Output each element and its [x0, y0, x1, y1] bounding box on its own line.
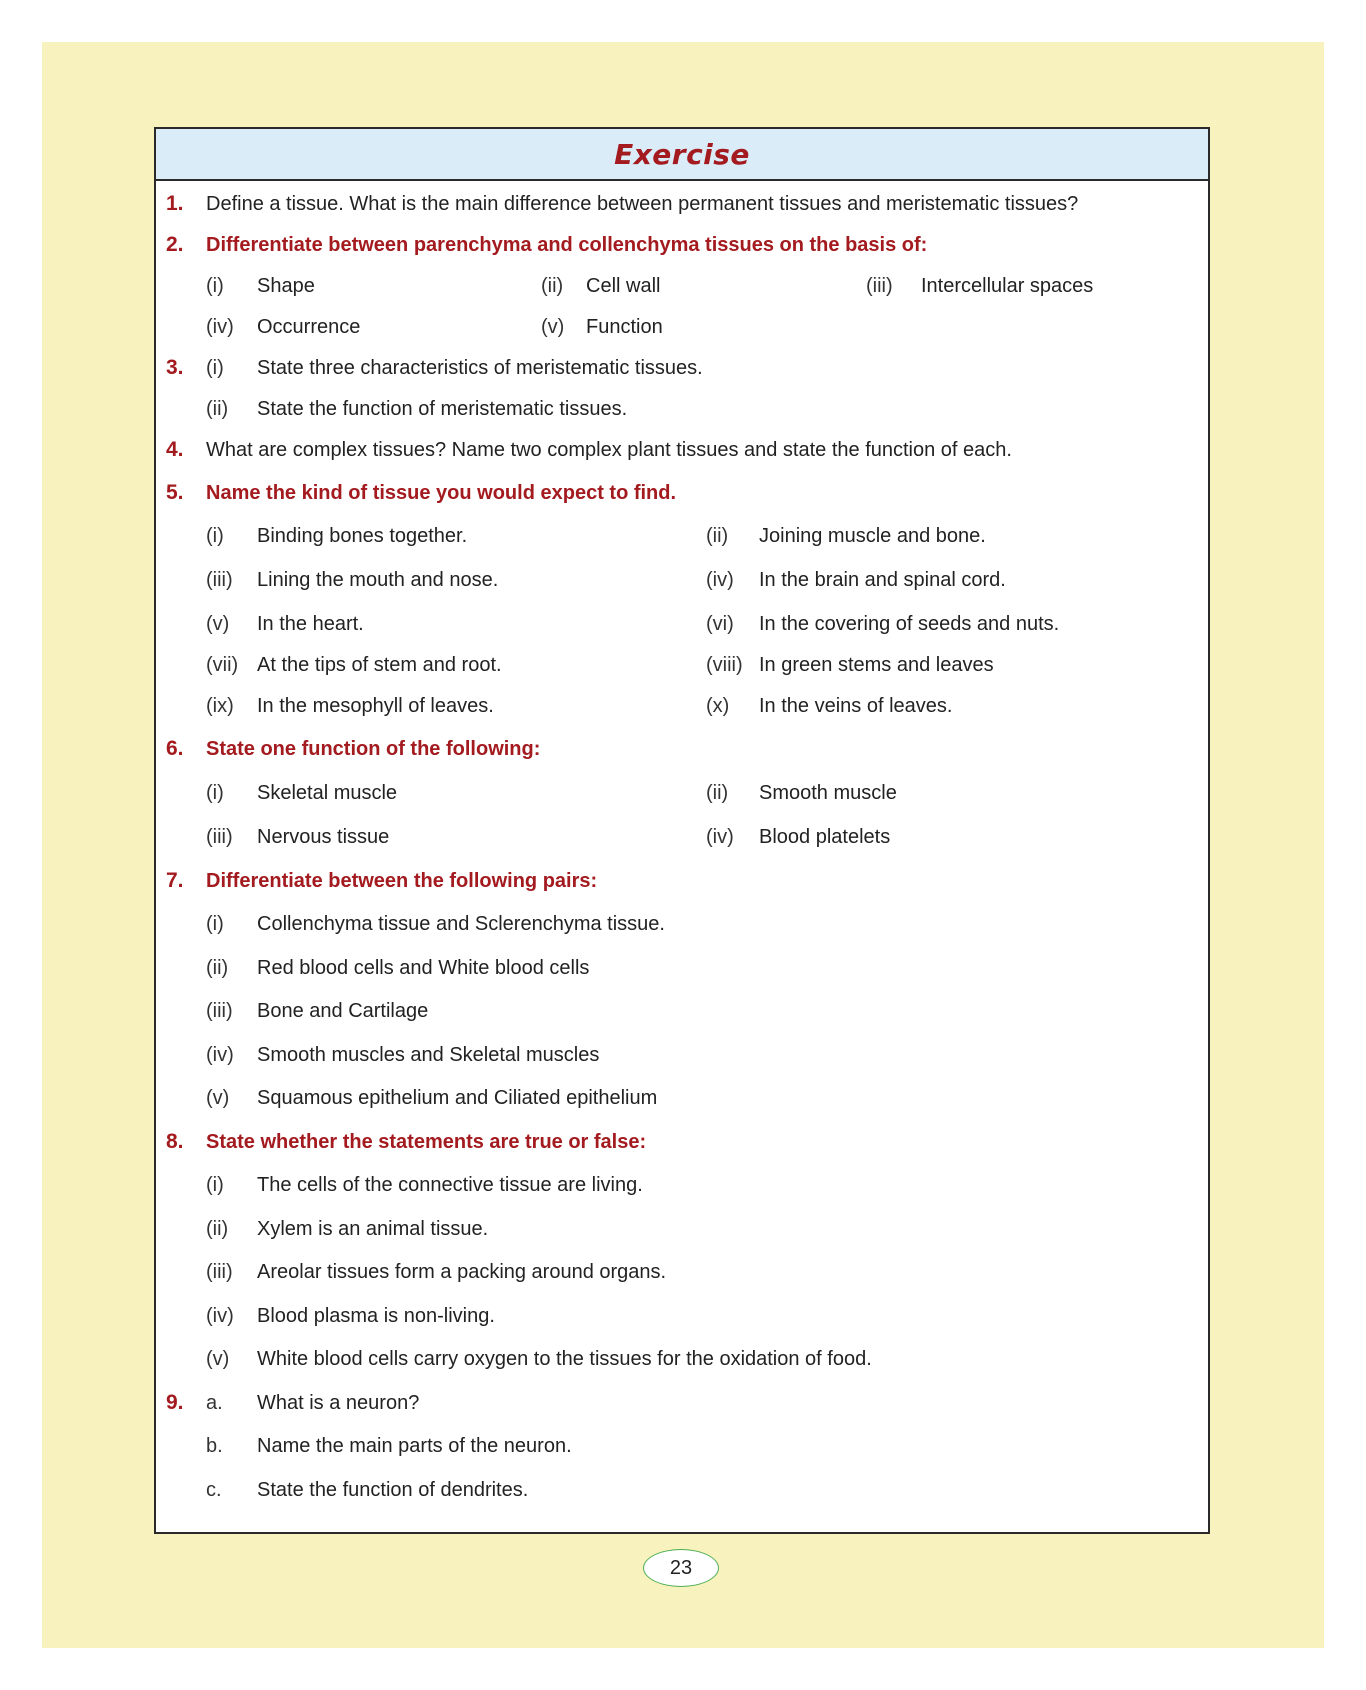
item-label: (v)	[206, 613, 230, 635]
question-text: What are complex tissues? Name two complex plant tissues and state the function of each.	[206, 439, 1012, 461]
item-text: Lining the mouth and nose.	[257, 569, 499, 591]
question-number: 6.	[166, 737, 184, 760]
item-label: (ix)	[206, 695, 234, 717]
list-row	[156, 271, 1208, 301]
item-text: Intercellular spaces	[921, 275, 1094, 297]
question-text: State whether the statements are true or false:	[206, 1131, 647, 1153]
item-text: In the brain and spinal cord.	[759, 569, 1006, 591]
question-7	[156, 866, 1208, 896]
item-text: Occurrence	[257, 316, 361, 338]
item-label: (iii)	[206, 1261, 233, 1283]
item-label: (v)	[206, 1087, 230, 1109]
question-number: 9.	[166, 1391, 184, 1414]
item-label: (i)	[206, 357, 224, 379]
item-text: Skeletal muscle	[257, 782, 398, 804]
item-label: (ii)	[706, 782, 729, 804]
item-label: (ii)	[206, 1218, 229, 1240]
item-text: Blood platelets	[759, 826, 891, 848]
list-row	[156, 822, 1208, 852]
item-label: (iv)	[206, 1305, 234, 1327]
item-label: (iii)	[206, 569, 233, 591]
list-row	[156, 1475, 1208, 1505]
exercise-title: Exercise	[614, 137, 750, 171]
item-label: (ii)	[206, 398, 229, 420]
question-5	[156, 478, 1208, 508]
question-text: State one function of the following:	[206, 738, 541, 760]
question-text: Differentiate between parenchyma and collenchyma tissues on the basis of:	[206, 234, 928, 256]
list-row	[156, 394, 1208, 424]
question-text: Name the kind of tissue you would expect to find.	[206, 482, 677, 504]
question-9	[156, 1388, 1208, 1418]
item-text: In green stems and leaves	[759, 654, 994, 676]
item-label: (x)	[706, 695, 730, 717]
item-label: (i)	[206, 275, 224, 297]
item-text: What is a neuron?	[257, 1392, 420, 1414]
question-number: 4.	[166, 438, 184, 461]
item-label: a.	[206, 1392, 223, 1414]
list-row	[156, 1431, 1208, 1461]
list-row	[156, 609, 1208, 639]
question-number: 3.	[166, 356, 184, 379]
item-label: (vi)	[706, 613, 734, 635]
list-row	[156, 1040, 1208, 1070]
item-label: (iv)	[706, 826, 734, 848]
question-number: 8.	[166, 1130, 184, 1153]
item-label: (iv)	[706, 569, 734, 591]
item-text: State the function of meristematic tissues.	[257, 398, 628, 420]
question-8	[156, 1127, 1208, 1157]
item-label: b.	[206, 1435, 223, 1457]
item-text: In the veins of leaves.	[759, 695, 953, 717]
item-label: (ii)	[541, 275, 564, 297]
question-1	[156, 189, 1208, 219]
list-row	[156, 996, 1208, 1026]
list-row	[156, 778, 1208, 808]
item-label: (iv)	[206, 316, 234, 338]
item-label: (i)	[206, 1174, 224, 1196]
list-row	[156, 1344, 1208, 1374]
list-row	[156, 1214, 1208, 1244]
question-text: Differentiate between the following pairs:	[206, 870, 598, 892]
list-row	[156, 1301, 1208, 1331]
item-text: Cell wall	[586, 275, 661, 297]
item-text: Smooth muscle	[759, 782, 897, 804]
item-text: In the heart.	[257, 613, 364, 635]
item-label: (iii)	[206, 826, 233, 848]
item-text: At the tips of stem and root.	[257, 654, 502, 676]
item-text: Nervous tissue	[257, 826, 390, 848]
question-text: Define a tissue. What is the main difference between permanent tissues and meristematic tissues?	[206, 193, 1079, 215]
question-3	[156, 353, 1208, 383]
list-row	[156, 565, 1208, 595]
list-row	[156, 521, 1208, 551]
list-row	[156, 953, 1208, 983]
item-text: White blood cells carry oxygen to the tissues for the oxidation of food.	[257, 1348, 872, 1370]
exercise-content	[156, 181, 1208, 1534]
item-text: Binding bones together.	[257, 525, 468, 547]
item-text: In the mesophyll of leaves.	[257, 695, 494, 717]
item-text: Shape	[257, 275, 315, 297]
question-number: 5.	[166, 481, 184, 504]
item-label: (v)	[541, 316, 565, 338]
item-label: (iii)	[206, 1000, 233, 1022]
item-text: Name the main parts of the neuron.	[257, 1435, 572, 1457]
exercise-box	[154, 127, 1210, 1534]
list-row	[156, 650, 1208, 680]
item-text: Blood plasma is non-living.	[257, 1305, 495, 1327]
list-row	[156, 1170, 1208, 1200]
item-text: Joining muscle and bone.	[759, 525, 986, 547]
list-row	[156, 1083, 1208, 1113]
item-text: Red blood cells and White blood cells	[257, 957, 590, 979]
item-text: Areolar tissues form a packing around organs.	[257, 1261, 667, 1283]
question-4	[156, 435, 1208, 465]
list-row	[156, 691, 1208, 721]
question-6	[156, 734, 1208, 764]
item-text: Collenchyma tissue and Sclerenchyma tissue.	[257, 913, 665, 935]
exercise-header	[156, 129, 1208, 181]
item-label: (vii)	[206, 654, 239, 676]
item-label: (i)	[206, 525, 224, 547]
item-label: (ii)	[706, 525, 729, 547]
list-row	[156, 1257, 1208, 1287]
question-number: 7.	[166, 869, 184, 892]
item-text: Bone and Cartilage	[257, 1000, 429, 1022]
item-label: c.	[206, 1479, 222, 1501]
item-label: (viii)	[706, 654, 743, 676]
item-label: (iv)	[206, 1044, 234, 1066]
question-number: 1.	[166, 192, 184, 215]
question-number: 2.	[166, 233, 184, 256]
item-label: (v)	[206, 1348, 230, 1370]
list-row	[156, 312, 1208, 342]
item-label: (ii)	[206, 957, 229, 979]
page-number: 23	[643, 1549, 719, 1587]
item-label: (i)	[206, 782, 224, 804]
item-text: State the function of dendrites.	[257, 1479, 529, 1501]
item-text: State three characteristics of meristematic tissues.	[257, 357, 703, 379]
item-text: Xylem is an animal tissue.	[257, 1218, 489, 1240]
item-text: Squamous epithelium and Ciliated epithelium	[257, 1087, 658, 1109]
list-row	[156, 909, 1208, 939]
question-2	[156, 230, 1208, 260]
item-label: (i)	[206, 913, 224, 935]
item-label: (iii)	[866, 275, 893, 297]
item-text: Smooth muscles and Skeletal muscles	[257, 1044, 600, 1066]
item-text: The cells of the connective tissue are living.	[257, 1174, 643, 1196]
item-text: Function	[586, 316, 663, 338]
item-text: In the covering of seeds and nuts.	[759, 613, 1060, 635]
